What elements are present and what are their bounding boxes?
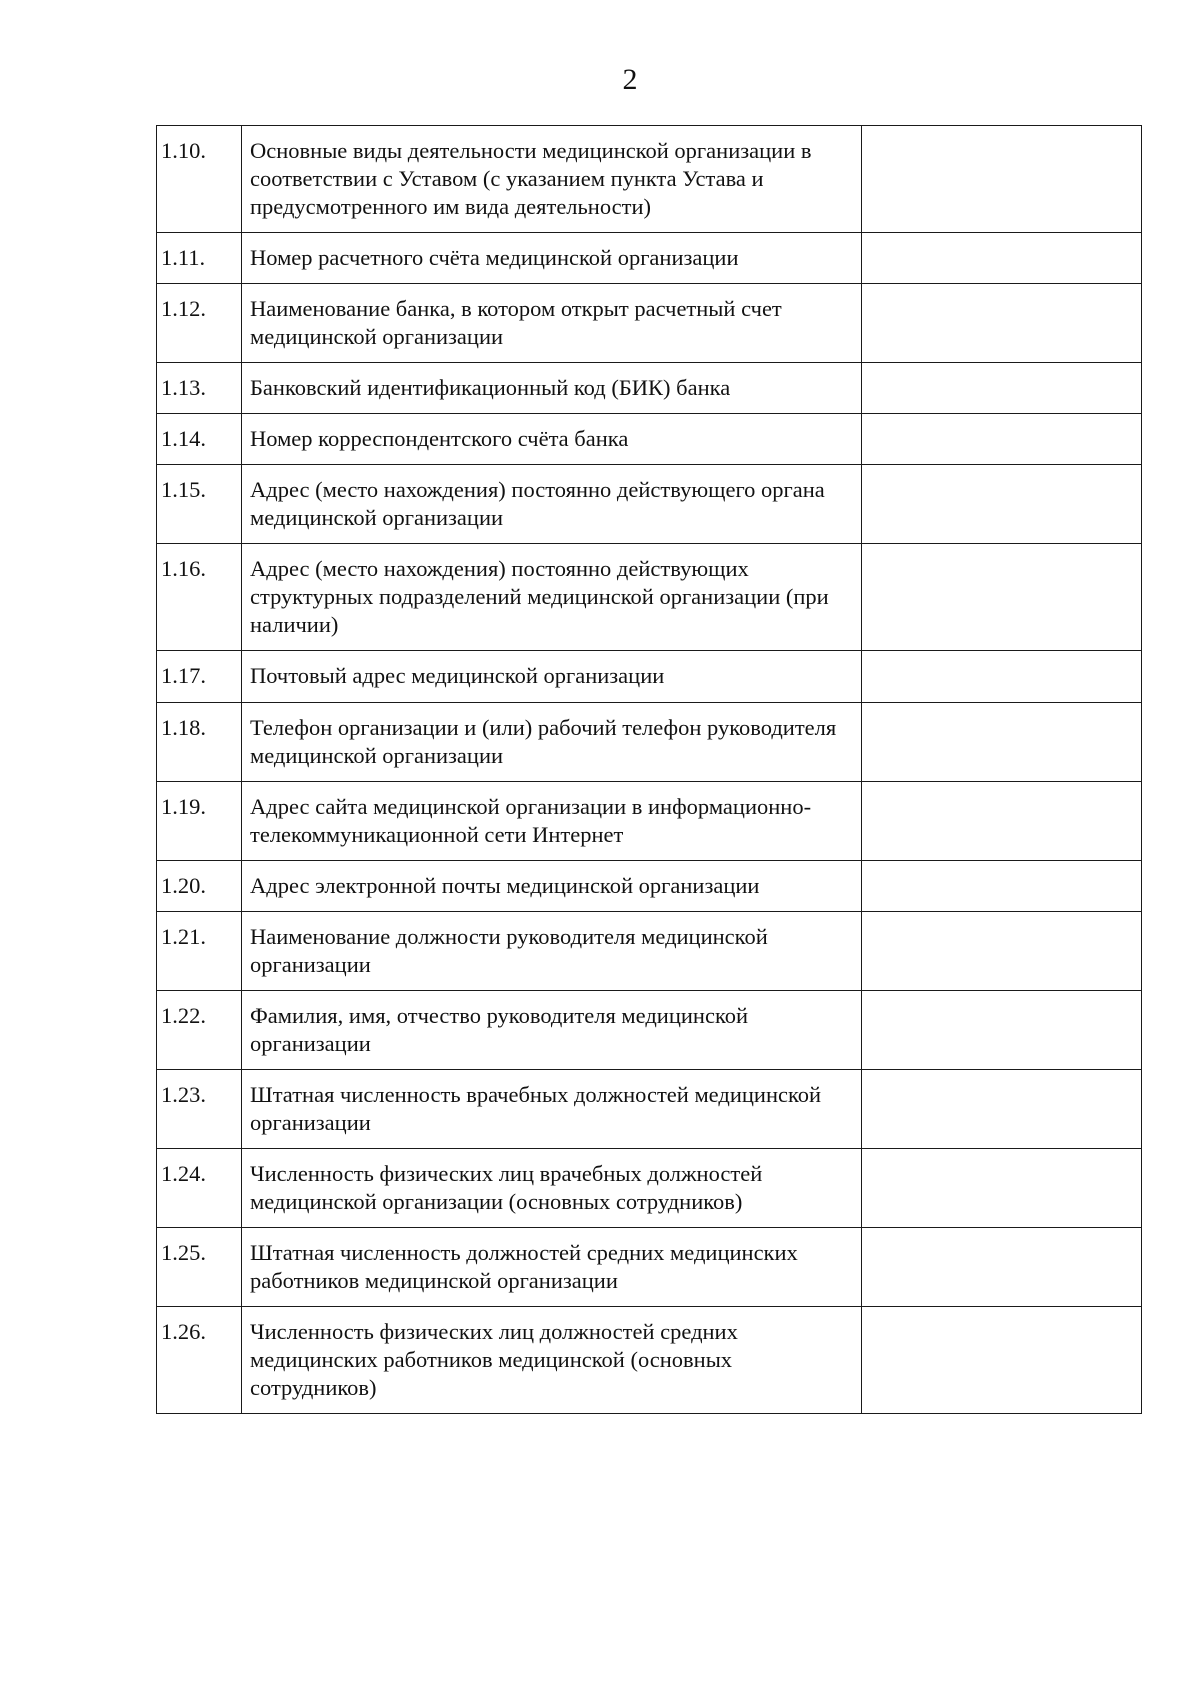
table-row <box>157 363 1142 414</box>
row-label: Штатная численность врачебных должностей медицинской организации <box>242 1070 862 1149</box>
table-row <box>157 991 1142 1070</box>
page-number: 2 <box>622 63 638 96</box>
row-number: 1.25. <box>157 1228 242 1307</box>
row-number: 1.19. <box>157 782 242 861</box>
row-value-cell[interactable] <box>862 703 1142 782</box>
table-row <box>157 651 1142 703</box>
row-number: 1.17. <box>157 651 242 703</box>
row-label: Фамилия, имя, отчество руководителя медицинской организации <box>242 991 862 1070</box>
row-number: 1.20. <box>157 861 242 912</box>
row-value-cell[interactable] <box>862 1070 1142 1149</box>
row-label: Почтовый адрес медицинской организации <box>242 651 862 703</box>
row-label: Адрес электронной почты медицинской организации <box>242 861 862 912</box>
row-number: 1.24. <box>157 1149 242 1228</box>
row-number: 1.16. <box>157 544 242 651</box>
row-value-cell[interactable] <box>862 465 1142 544</box>
table-row <box>157 1307 1142 1414</box>
row-value-cell[interactable] <box>862 284 1142 363</box>
row-number: 1.13. <box>157 363 242 414</box>
row-label: Адрес (место нахождения) постоянно действующего органа медицинской организации <box>242 465 862 544</box>
row-value-cell[interactable] <box>862 363 1142 414</box>
row-number: 1.21. <box>157 912 242 991</box>
table-row <box>157 912 1142 991</box>
table-row <box>157 703 1142 782</box>
row-label: Номер расчетного счёта медицинской организации <box>242 233 862 284</box>
row-label: Наименование должности руководителя медицинской организации <box>242 912 862 991</box>
row-value-cell[interactable] <box>862 782 1142 861</box>
row-number: 1.23. <box>157 1070 242 1149</box>
row-label: Штатная численность должностей средних медицинских работников медицинской организации <box>242 1228 862 1307</box>
row-value-cell[interactable] <box>862 126 1142 233</box>
row-number: 1.14. <box>157 414 242 465</box>
form-table <box>156 125 1142 1414</box>
table-row <box>157 1070 1142 1149</box>
table-row <box>157 544 1142 651</box>
table-row <box>157 782 1142 861</box>
row-value-cell[interactable] <box>862 233 1142 284</box>
row-value-cell[interactable] <box>862 1228 1142 1307</box>
row-number: 1.11. <box>157 233 242 284</box>
table-row <box>157 465 1142 544</box>
row-number: 1.22. <box>157 991 242 1070</box>
row-value-cell[interactable] <box>862 544 1142 651</box>
table-row <box>157 414 1142 465</box>
table-row <box>157 1149 1142 1228</box>
row-label: Адрес (место нахождения) постоянно действующих структурных подразделений медицинской организации (при наличии) <box>242 544 862 651</box>
row-label: Численность физических лиц должностей средних медицинских работников медицинской (основных сотрудников) <box>242 1307 862 1414</box>
row-value-cell[interactable] <box>862 1149 1142 1228</box>
row-value-cell[interactable] <box>862 861 1142 912</box>
row-label: Телефон организации и (или) рабочий телефон руководителя медицинской организации <box>242 703 862 782</box>
table-row <box>157 284 1142 363</box>
table-row <box>157 233 1142 284</box>
row-number: 1.26. <box>157 1307 242 1414</box>
row-value-cell[interactable] <box>862 1307 1142 1414</box>
row-label: Адрес сайта медицинской организации в информационно-телекоммуникационной сети Интернет <box>242 782 862 861</box>
row-number: 1.15. <box>157 465 242 544</box>
table-row <box>157 861 1142 912</box>
row-label: Основные виды деятельности медицинской организации в соответствии с Уставом (с указанием пункта Устава и предусмотренного им вида деятельности) <box>242 126 862 233</box>
row-value-cell[interactable] <box>862 651 1142 703</box>
row-number: 1.12. <box>157 284 242 363</box>
row-value-cell[interactable] <box>862 912 1142 991</box>
row-label: Наименование банка, в котором открыт расчетный счет медицинской организации <box>242 284 862 363</box>
row-value-cell[interactable] <box>862 991 1142 1070</box>
row-label: Номер корреспондентского счёта банка <box>242 414 862 465</box>
row-value-cell[interactable] <box>862 414 1142 465</box>
row-number: 1.10. <box>157 126 242 233</box>
table-row <box>157 1228 1142 1307</box>
row-label: Численность физических лиц врачебных должностей медицинской организации (основных сотрудников) <box>242 1149 862 1228</box>
row-label: Банковский идентификационный код (БИК) банка <box>242 363 862 414</box>
table-row <box>157 126 1142 233</box>
row-number: 1.18. <box>157 703 242 782</box>
